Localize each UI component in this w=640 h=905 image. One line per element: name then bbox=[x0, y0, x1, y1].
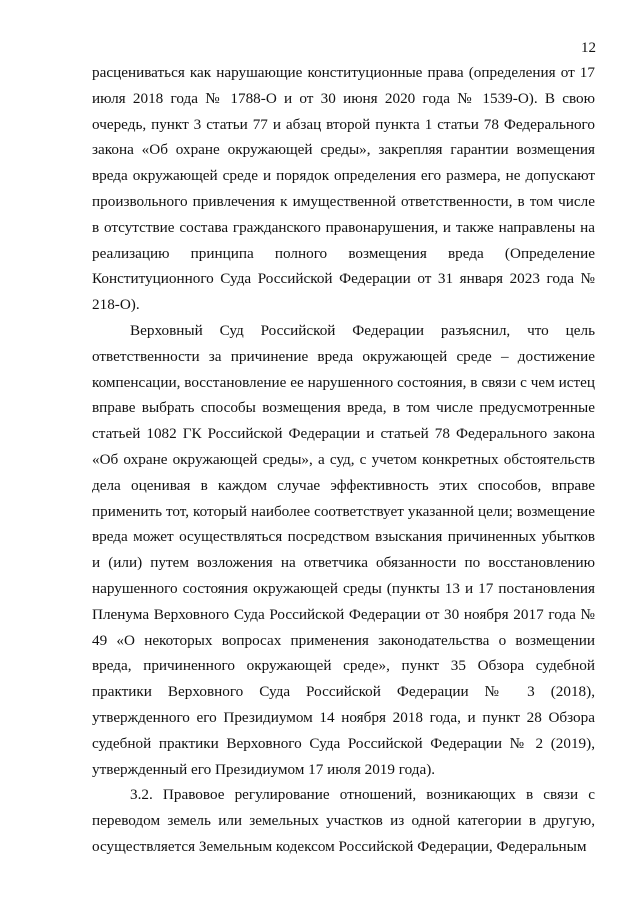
paragraph-2: Верховный Суд Российской Федерации разъяснил, что цель ответственности за причинение вреда окружающей среде – достижение компенсации, восстановление ее нарушенного состояния, в связи с чем истец вправе выбрать способы возмещения вреда, в том числе предусмотренные статьей 1082 ГК Российской Федерации и статьей 78 Федерального закона «Об охране окружающей среды», а суд, с учетом конкретных обстоятельств дела оценивая в каждом случае эффективность этих способов, вправе применить тот, который наиболее соответствует указанной цели; возмещение вреда может осуществляться посредством взыскания причиненных убытков и (или) путем возложения на ответчика обязанности по восстановлению нарушенного состояния окружающей среды (пункты 13 и 17 постановления Пленума Верховного Суда Российской Федерации от 30 ноября 2017 года № 49 «О некоторых вопросах применения законодательства о возмещении вреда, причиненного окружающей среде», пункт 35 Обзора судебной практики Верховного Суда Российской Федерации № 3 (2018), утвержденного его Президиумом 14 ноября 2018 года, и пункт 28 Обзора судебной практики Верховного Суда Российской Федерации № 2 (2019), утвержденный его Президиумом 17 июля 2019 года). bbox=[92, 321, 595, 778]
document-body bbox=[92, 60, 595, 860]
paragraph-3: 3.2. Правовое регулирование отношений, возникающих в связи с переводом земель или земельных участков из одной категории в другую, осуществляется Земельным кодексом Российской Федерации, Федеральным bbox=[92, 786, 595, 855]
paragraph-1: расцениваться как нарушающие конституционные права (определения от 17 июля 2018 года № 1788-О и от 30 июня 2020 года № 1539-О). В свою очередь, пункт 3 статьи 77 и абзац второй пункта 1 статьи 78 Федерального закона «Об охране окружающей среды», закрепляя гарантии возмещения вреда окружающей среде и порядок определения его размера, не допускают произвольного привлечения к имущественной ответственности, в том числе в отсутствие состава гражданского правонарушения, и также направлены на реализацию принципа полного возмещения вреда (Определение Конституционного Суда Российской Федерации от 31 января 2023 года № 218-О). bbox=[92, 64, 595, 314]
page-number: 12 bbox=[581, 40, 596, 56]
